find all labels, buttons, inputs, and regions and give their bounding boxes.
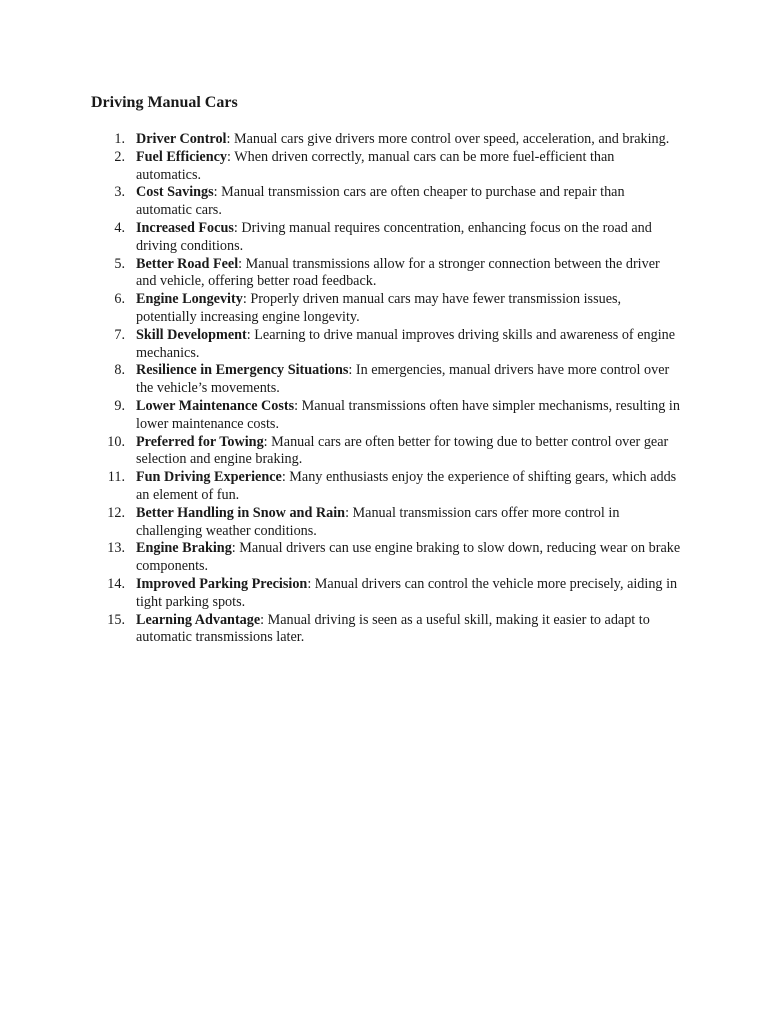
- item-number: 7.: [114, 326, 125, 343]
- item-term: Fun Driving Experience: [136, 469, 282, 486]
- item-text: : Manual transmissions allow for a stronger connection between the driver and vehicle, offering better road feedback.: [136, 255, 660, 290]
- item-term: Cost Savings: [136, 184, 214, 201]
- item-number: 3.: [114, 184, 125, 201]
- list-item: [91, 291, 681, 327]
- list-item: [91, 149, 681, 185]
- item-term: Engine Longevity: [136, 291, 243, 308]
- item-text: : Manual cars give drivers more control over speed, acceleration, and braking.: [226, 131, 670, 147]
- benefit-list: [91, 131, 681, 647]
- list-item: [91, 576, 681, 612]
- list-item: [91, 505, 681, 541]
- list-item: [91, 256, 681, 292]
- item-term: Preferred for Towing: [136, 433, 264, 450]
- list-item: [91, 540, 681, 576]
- item-number: 11.: [107, 469, 125, 486]
- item-number: 5.: [114, 255, 125, 272]
- list-item: [91, 612, 681, 648]
- item-term: Skill Development: [136, 326, 247, 343]
- item-number: 14.: [107, 575, 125, 592]
- item-number: 13.: [107, 540, 125, 557]
- item-text: : Driving manual requires concentration, enhancing focus on the road and driving conditions.: [136, 219, 652, 254]
- item-term: Better Road Feel: [136, 255, 239, 272]
- item-text: : Manual driving is seen as a useful skill, making it easier to adapt to automatic transmissions later.: [136, 611, 650, 646]
- item-number: 10.: [107, 433, 125, 450]
- item-term: Engine Braking: [136, 540, 232, 557]
- item-number: 4.: [114, 219, 125, 236]
- item-number: 15.: [107, 611, 125, 628]
- item-term: Lower Maintenance Costs: [136, 397, 295, 414]
- item-text: : In emergencies, manual drivers have more control over the vehicle’s movements.: [136, 362, 670, 397]
- item-term: Fuel Efficiency: [136, 148, 228, 165]
- list-item: [91, 131, 681, 149]
- item-number: 9.: [114, 397, 125, 414]
- item-text: : Manual transmissions often have simpler mechanisms, resulting in lower maintenance costs.: [136, 397, 680, 432]
- item-term: Resilience in Emergency Situations: [136, 362, 349, 379]
- item-text: : Manual transmission cars are often cheaper to purchase and repair than automatic cars.: [136, 184, 625, 219]
- item-number: 8.: [114, 362, 125, 379]
- item-number: 1.: [114, 131, 125, 147]
- item-number: 2.: [114, 148, 125, 165]
- item-term: Better Handling in Snow and Rain: [136, 504, 346, 521]
- item-term: Driver Control: [136, 131, 227, 147]
- item-term: Learning Advantage: [136, 611, 261, 628]
- item-text: : Properly driven manual cars may have fewer transmission issues, potentially increasing engine longevity.: [136, 291, 622, 325]
- document-title: Driving Manual Cars: [91, 94, 238, 111]
- item-term: Increased Focus: [136, 219, 234, 236]
- list-item: [91, 220, 681, 256]
- list-item: [91, 398, 681, 434]
- item-text: : Manual transmission cars offer more control in challenging weather conditions.: [136, 504, 620, 539]
- item-text: : Manual cars are often better for towing due to better control over gear selection and engine braking.: [136, 433, 669, 468]
- item-term: Improved Parking Precision: [136, 575, 308, 592]
- item-text: : Many enthusiasts enjoy the experience of shifting gears, which adds an element of fun.: [136, 469, 677, 503]
- list-item: [91, 362, 681, 398]
- item-text: : Manual drivers can control the vehicle more precisely, aiding in tight parking spots.: [136, 575, 678, 610]
- item-text: : Manual drivers can use engine braking to slow down, reducing wear on brake components.: [136, 540, 681, 575]
- item-number: 12.: [107, 504, 125, 521]
- item-text: : When driven correctly, manual cars can be more fuel-efficient than automatics.: [136, 148, 615, 183]
- list-item: [91, 327, 681, 363]
- list-item: [91, 434, 681, 470]
- item-text: : Learning to drive manual improves driving skills and awareness of engine mechanics.: [136, 326, 676, 361]
- list-item: [91, 469, 681, 505]
- item-number: 6.: [114, 291, 125, 308]
- list-item: [91, 184, 681, 220]
